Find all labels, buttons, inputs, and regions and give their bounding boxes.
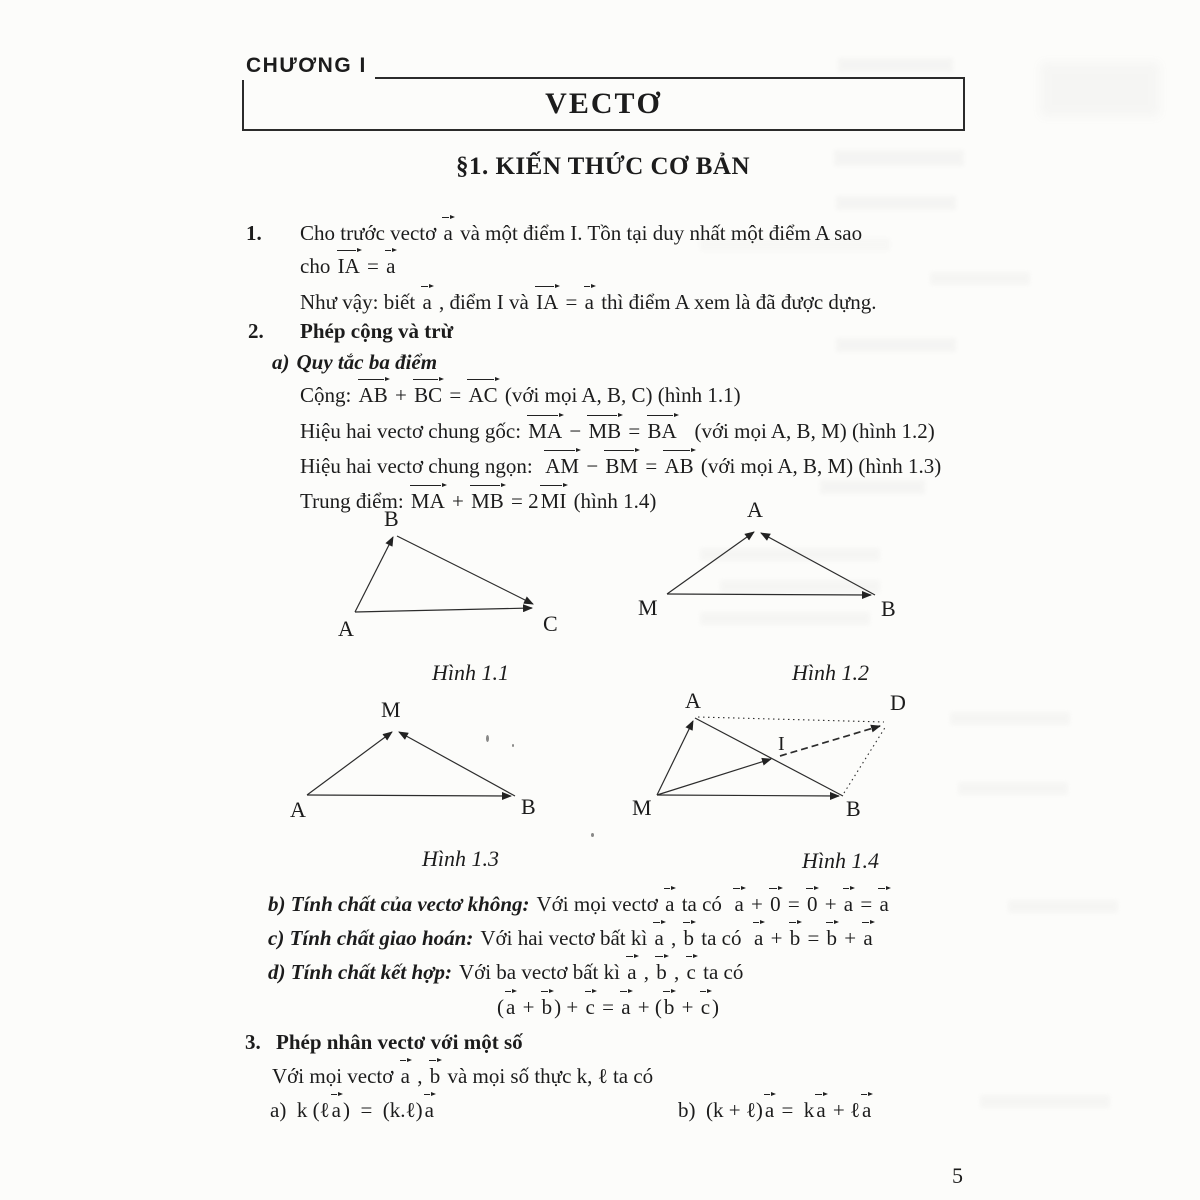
scan-artifact: [1040, 62, 1160, 117]
item-3-formula-b: b) (k + ℓ)a = ka + ℓa: [678, 1096, 873, 1124]
fig2-label-M: M: [638, 595, 658, 620]
property-c-text: Với hai vectơ bất kì a , b ta có a + b = b + a: [480, 926, 874, 950]
scan-artifact: [980, 1095, 1110, 1108]
scan-artifact: [838, 58, 953, 72]
item-3-formula-a: a) k (ℓa) = (k.ℓ)a: [270, 1096, 436, 1124]
figure-1-2-caption: Hình 1.2: [792, 660, 869, 685]
fig4-label-M: M: [632, 795, 652, 820]
scan-artifact: [1008, 900, 1118, 913]
property-d-text: Với ba vectơ bất kì a , b , c ta có: [459, 960, 743, 984]
chapter-title-box: [242, 77, 965, 131]
property-b-label: b) Tính chất của vectơ không:: [268, 892, 530, 916]
item-1-line-1: Cho trước vectơ a và một điểm I. Tồn tại duy nhất một điểm A sao: [300, 219, 862, 247]
fig4-label-D: D: [890, 690, 906, 715]
scan-speck: [512, 744, 514, 747]
item-3-title: Phép nhân vectơ với một số: [276, 1030, 523, 1054]
property-d-label: d) Tính chất kết hợp:: [268, 960, 452, 984]
scan-artifact: [700, 548, 880, 561]
scan-artifact: [700, 612, 870, 625]
fig2-label-B: B: [881, 596, 896, 621]
page-title: VECTƠ: [545, 87, 662, 120]
figure-1-3: [280, 695, 560, 835]
rule-cong: Cộng: AB + BC = AC (với mọi A, B, C) (hình 1.1): [300, 381, 741, 409]
scan-artifact: [720, 580, 880, 593]
item-2-number: 2.: [248, 319, 264, 343]
scan-artifact: [820, 480, 925, 494]
item-2a-heading: [272, 348, 437, 376]
item-2-title: Phép cộng và trừ: [300, 319, 454, 343]
fig3-label-B: B: [521, 794, 536, 819]
figure-1-4: [628, 688, 928, 828]
fig3-label-M: M: [381, 697, 401, 722]
fig2-label-A: A: [747, 497, 763, 522]
fig1-label-C: C: [543, 611, 558, 636]
figure-1-3-caption: Hình 1.3: [422, 846, 499, 871]
property-d: [268, 958, 743, 986]
property-c: [268, 924, 875, 952]
figure-1-1-caption: Hình 1.1: [432, 660, 509, 685]
item-2a-title: Quy tắc ba điểm: [296, 350, 438, 374]
scan-artifact: [834, 150, 964, 166]
fig1-label-B: B: [384, 506, 399, 531]
associativity-formula: (a + b) + c = a + (b + c): [497, 993, 719, 1021]
rule-chung-ngon: Hiệu hai vectơ chung ngọn: AM − BM = AB (với mọi A, B, M) (hình 1.3): [300, 452, 941, 480]
scan-artifact: [836, 338, 956, 352]
fig4-label-I: I: [778, 733, 785, 755]
item-3-number: 3.: [245, 1030, 261, 1054]
scan-artifact: [700, 238, 890, 251]
rule-chung-goc: Hiệu hai vectơ chung gốc: MA − MB = BA (với mọi A, B, M) (hình 1.2): [300, 417, 935, 445]
item-1-number: 1.: [246, 221, 262, 245]
property-b-text: Với mọi vectơ a ta có a + 0 = 0 + a = a: [537, 892, 891, 916]
property-b: [268, 890, 891, 918]
property-c-label: c) Tính chất giao hoán:: [268, 926, 474, 950]
fig4-label-B: B: [846, 796, 861, 821]
figure-1-4-caption: Hình 1.4: [802, 848, 879, 873]
rule-trung-diem: Trung điểm: MA + MB = 2MI (hình 1.4): [300, 487, 656, 515]
item-1-line-3: Như vậy: biết a , điểm I và IA = a thì điểm A xem là đã được dựng.: [300, 288, 877, 316]
scan-artifact: [836, 196, 956, 210]
item-3-intro: Với mọi vectơ a , b và mọi số thực k, ℓ ta có: [272, 1062, 653, 1090]
scan-artifact: [958, 782, 1068, 795]
fig3-label-A: A: [290, 797, 306, 822]
scan-artifact: [950, 712, 1070, 725]
scan-speck: [591, 833, 594, 837]
fig4-label-A: A: [685, 688, 701, 713]
item-2a-label: a): [272, 350, 290, 374]
fig1-label-A: A: [338, 616, 354, 641]
scan-speck: [486, 735, 489, 742]
scan-artifact: [930, 272, 1030, 285]
chapter-label: CHƯƠNG I: [240, 54, 375, 80]
page-number: 5: [952, 1163, 963, 1188]
item-1-line-2: cho IA = a: [300, 252, 397, 280]
figure-1-1: [300, 500, 590, 650]
section-title: §1. KIẾN THỨC CƠ BẢN: [455, 153, 751, 180]
